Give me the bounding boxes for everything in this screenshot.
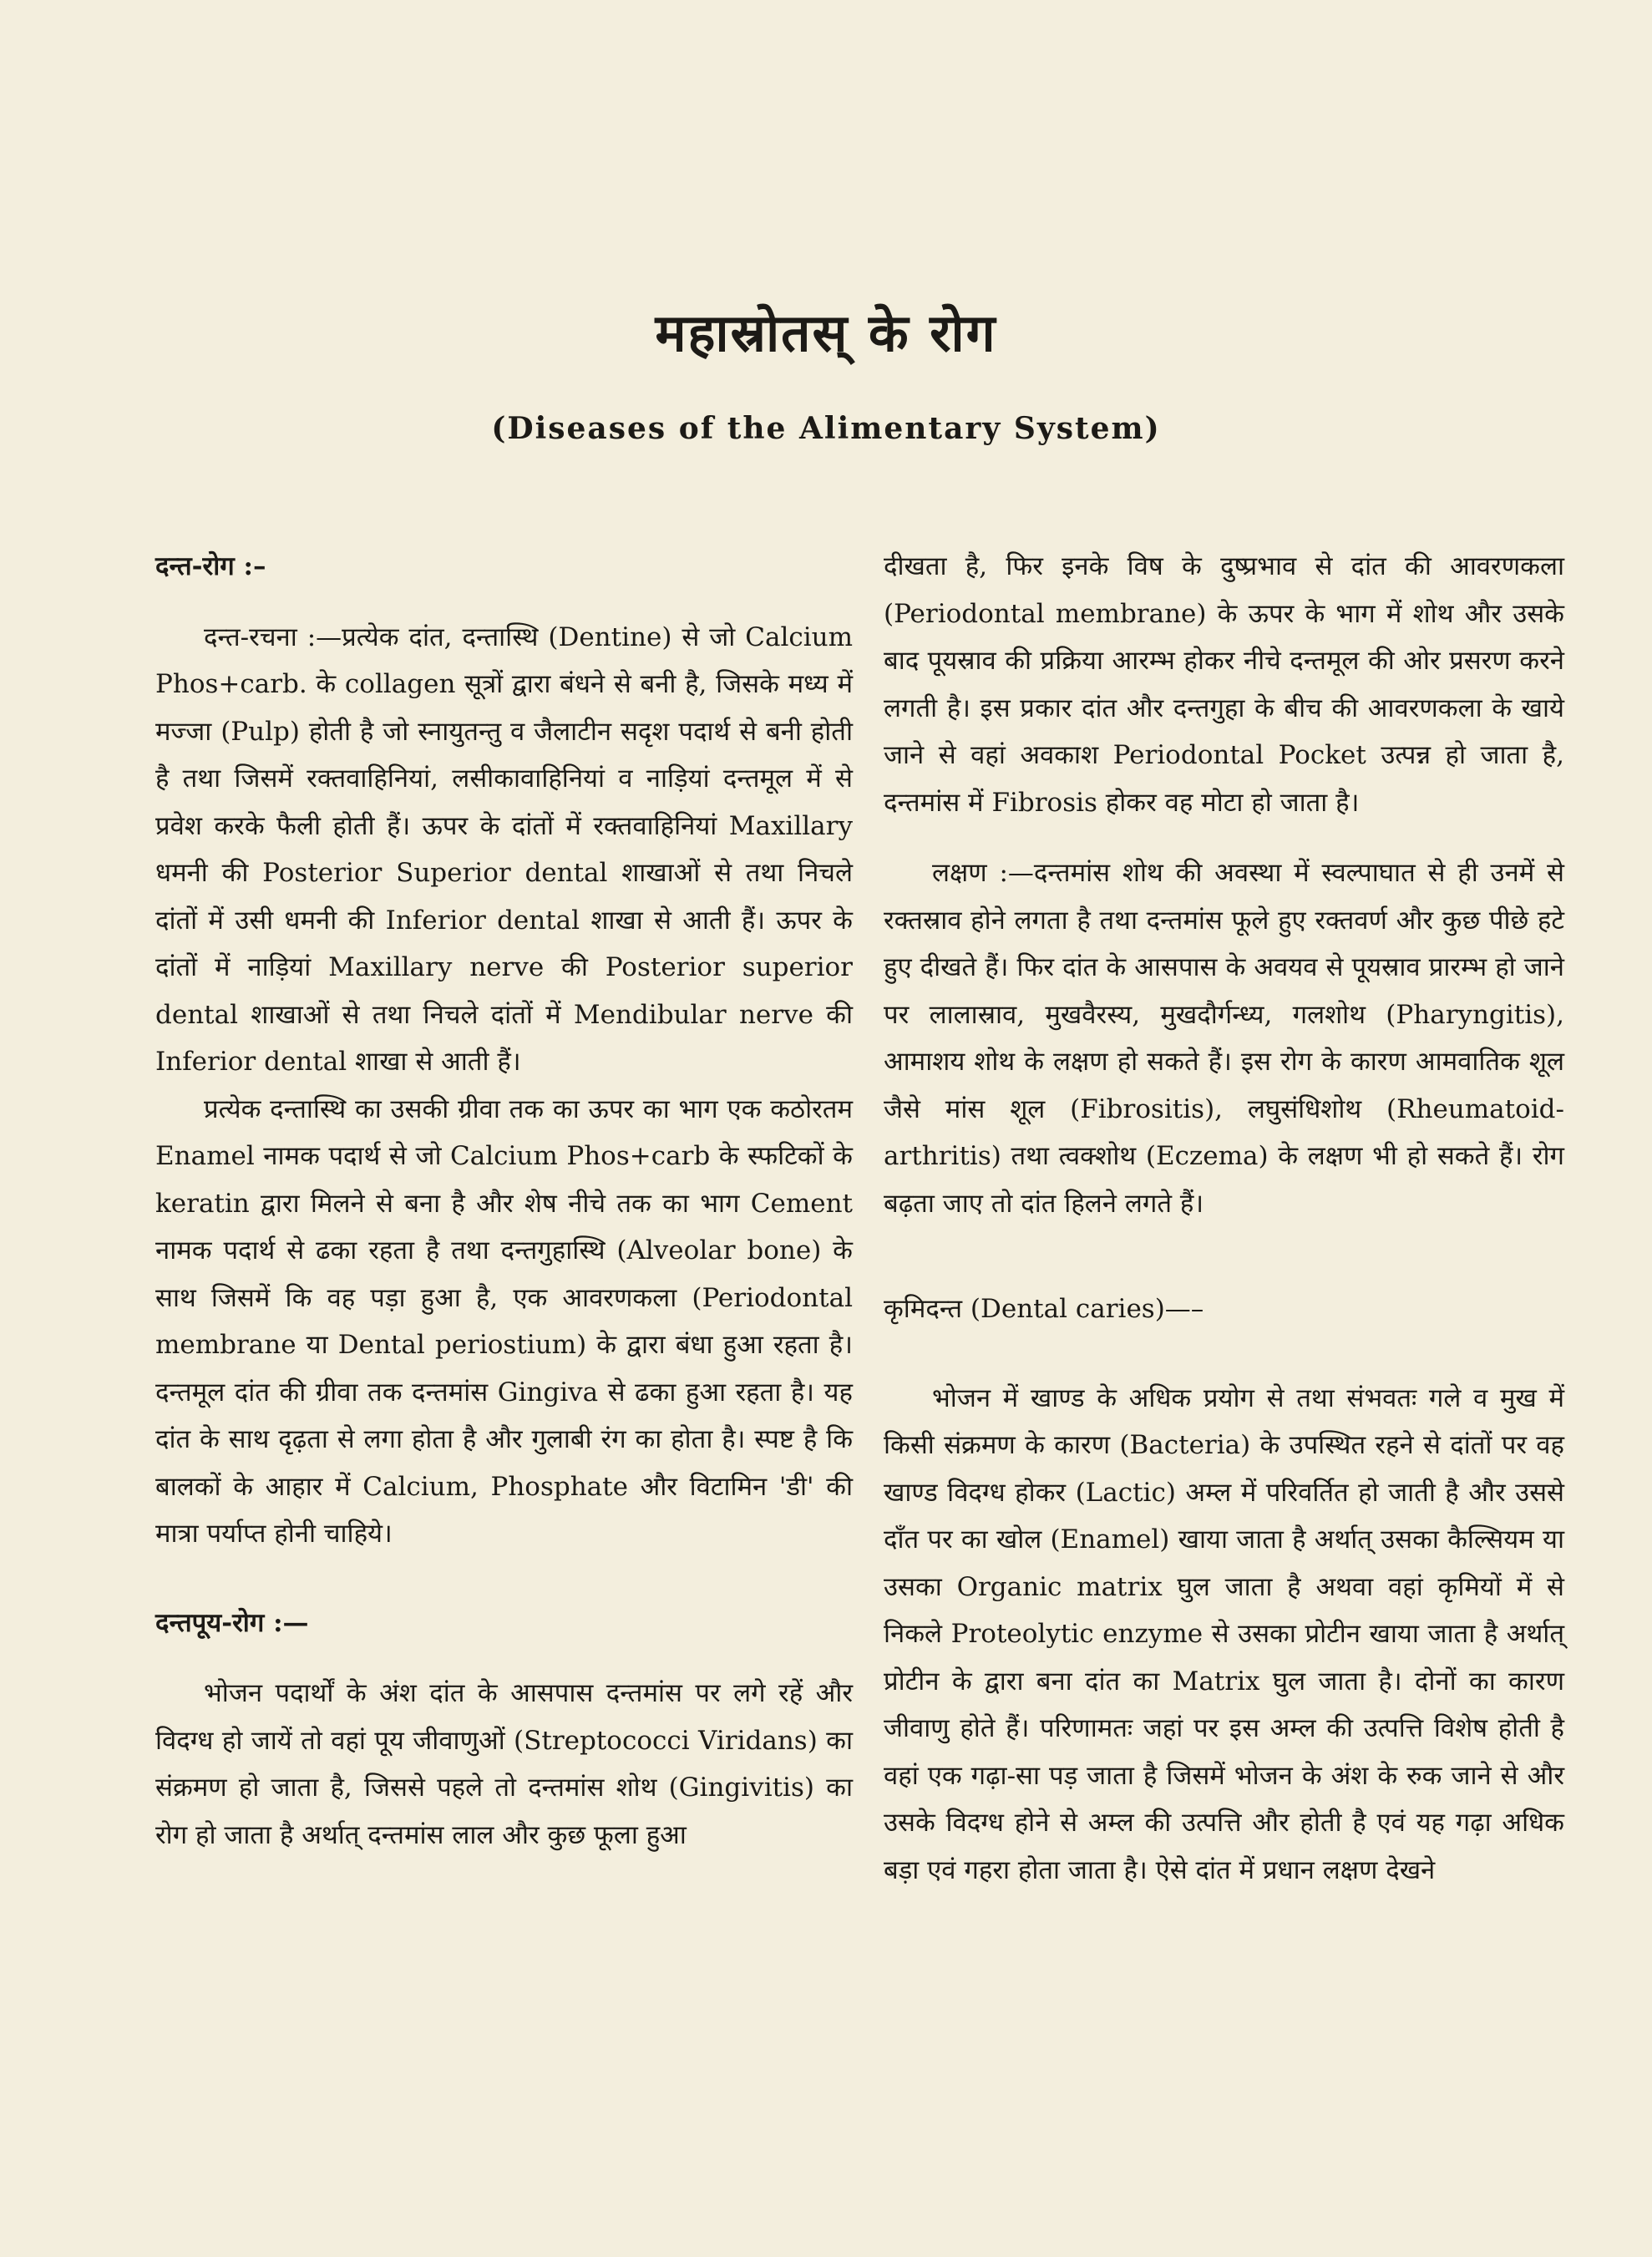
- left-column: [155, 543, 853, 1859]
- paragraph-dental-caries: भोजन में खाण्ड के अधिक प्रयोग से तथा संभवतः गले व मुख में किसी संक्रमण के कारण (Bacteria) के उपस्थित रहने से दांतों पर वह खाण्ड विदग्ध होकर (Lactic) अम्ल में परिवर्तित हो जाती है और उससे दाँत पर का खोल (Enamel) खाया जाता है अर्थात् उसका कैल्सियम या उसका Organic matrix घुल जाता है अथवा वहां कृमियों में से निकले Proteolytic enzyme से उसका प्रोटीन खाया जाता है अर्थात् प्रोटीन के द्वारा बना दांत का Matrix घुल जाता है। दोनों का कारण जीवाणु होते हैं। परिणामतः जहां पर इस अम्ल की उत्पत्ति विशेष होती है वहां एक गढ़ा-सा पड़ जाता है जिसमें भोजन के अंश के रुक जाने से और उसके विदग्ध होने से अम्ल की उत्पत्ति और होती है एवं यह गढ़ा अधिक बड़ा एवं गहरा होता जाता है। ऐसे दांत में प्रधान लक्षण देखने: [884, 1382, 1564, 1885]
- paragraph-continued: दीखता है, फिर इनके विष के दुष्प्रभाव से दांत की आवरणकला (Periodontal membrane) के ऊपर के भाग में शोथ और उसके बाद पूयस्राव की प्रक्रिया आरम्भ होकर नीचे दन्तमूल की ओर प्रसरण करने लगती है। इस प्रकार दांत और दन्तगुहा के बीच की आवरणकला के खाये जाने से वहां अवकाश Periodontal Pocket उत्पन्न हो जाता है, दन्तमांस में Fibrosis होकर वह मोटा हो जाता है।: [884, 551, 1564, 818]
- chapter-subtitle: (Diseases of the Alimentary System): [491, 411, 1161, 446]
- paragraph-tooth-structure: दन्त-रचना :—प्रत्येक दांत, दन्तास्थि (Dentine) से जो Calcium Phos+carb. के collagen सूत्रों द्वारा बंधने से बनी है, जिसके मध्य में मज्जा (Pulp) होती है जो स्नायुतन्तु व जैलाटीन सदृश पदार्थ से बनी होती है तथा जिसमें रक्तवाहिनियां, लसीकावाहिनियां व नाड़ियां दन्तमूल में से प्रवेश करके फैली होती हैं। ऊपर के दांतों में रक्तवाहिनियां Maxillary धमनी की Posterior Superior dental शाखाओं से तथा निचले दांतों में उसी धमनी की Inferior dental शाखा से आती हैं। ऊपर के दांतों में नाड़ियां Maxillary nerve की Posterior superior dental शाखाओं से तथा निचले दांतों में Mendibular nerve की Inferior dental शाखा से आती हैं।: [155, 621, 853, 1077]
- paragraph-pyorrhea: भोजन पदार्थों के अंश दांत के आसपास दन्तमांस पर लगे रहें और विदग्ध हो जायें तो वहां पूय जीवाणुओं (Streptococci Viridans) का संक्रमण हो जाता है, जिससे पहले तो दन्तमांस शोथ (Gingivitis) का रोग हो जाता है अर्थात् दन्तमांस लाल और कुछ फूला हुआ: [155, 1678, 853, 1850]
- right-column: [884, 543, 1564, 1894]
- paragraph-enamel: प्रत्येक दन्तास्थि का उसकी ग्रीवा तक का ऊपर का भाग एक कठोरतम Enamel नामक पदार्थ से जो Calcium Phos+carb के स्फटिकों के keratin द्वारा मिलने से बना है और शेष नीचे तक का भाग Cement नामक पदार्थ से ढका रहता है तथा दन्तगुहास्थि (Alveolar bone) के साथ जिसमें कि वह पड़ा हुआ है, एक आवरणकला (Periodontal membrane या Dental periostium) के द्वारा बंधा हुआ रहता है। दन्तमूल दांत की ग्रीवा तक दन्तमांस Gingiva से ढका हुआ रहता है। यह दांत के साथ दृढ़ता से लगा होता है और गुलाबी रंग का होता है। स्पष्ट है कि बालकों के आहार में Calcium, Phosphate और विटामिन 'डी' की मात्रा पर्याप्त होनी चाहिये।: [155, 1093, 853, 1549]
- section-heading-dental-caries: कृमिदन्त (Dental caries)—–: [884, 1294, 1204, 1324]
- paragraph-symptoms: लक्षण :—दन्तमांस शोथ की अवस्था में स्वल्पाघात से ही उनमें से रक्तस्राव होने लगता है तथा दन्तमांस फूले हुए रक्तवर्ण और कुछ पीछे हटे हुए दीखते हैं। फिर दांत के आसपास के अवयव से पूयस्राव प्रारम्भ हो जाने पर लालास्राव, मुखवैरस्य, मुखदौर्गन्ध्य, गलशोथ (Pharyngitis), आमाशय शोथ के लक्षण हो सकते हैं। इस रोग के कारण आमवातिक शूल जैसे मांस शूल (Fibrositis), लघुसंधिशोथ (Rheumatoid-arthritis) तथा त्वक्शोथ (Eczema) के लक्षण भी हो सकते हैं। रोग बढ़ता जाए तो दांत हिलने लगते हैं।: [884, 858, 1564, 1219]
- section-heading-pyorrhea: दन्तपूय-रोग :—: [155, 1607, 309, 1638]
- section-heading-dental-disease: दन्त-रोग :–: [155, 551, 266, 581]
- chapter-title: महास्रोतस् के रोग: [655, 302, 997, 363]
